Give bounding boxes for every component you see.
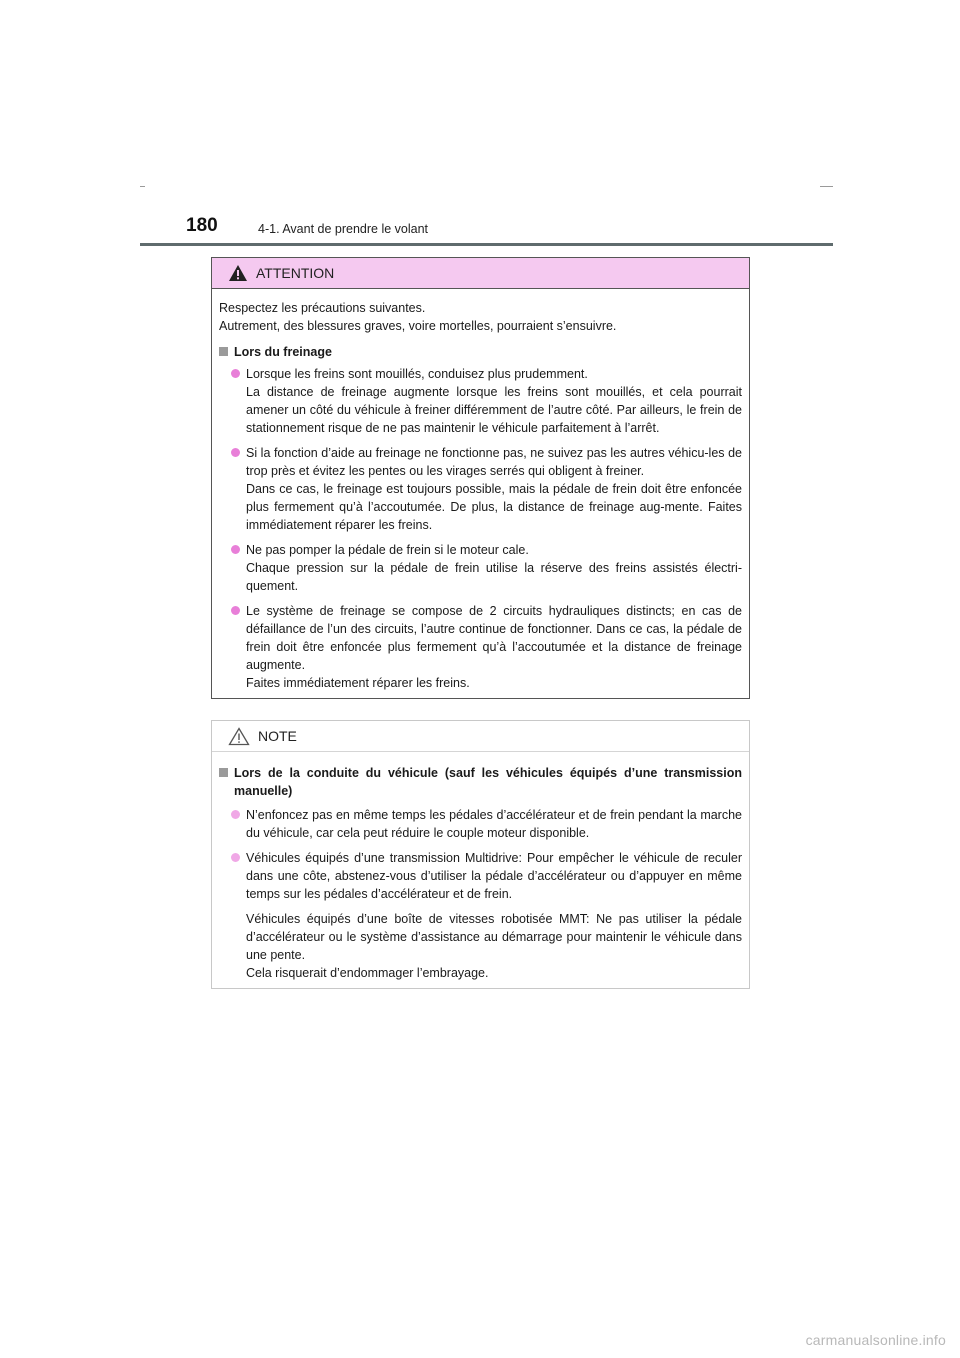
note-body [212,752,749,994]
bullet-line: N’enfoncez pas en même temps les pédales d’accélérateur et de frein pendant la marche du véhicule, car cela peut réduire le couple moteur disponible. [246,808,742,840]
attention-heading-text: Lors du freinage [234,345,332,359]
bullet-line: Si la fonction d’aide au freinage ne fonctionne pas, ne suivez pas les autres véhicu-les de trop près et évitez les pentes ou les virages serrés qui obligent à freiner. [246,446,742,478]
circle-bullet-icon [231,853,240,862]
note-box [211,720,750,989]
attention-box [211,257,750,699]
circle-bullet-icon [231,448,240,457]
intro-line: Autrement, des blessures graves, voire mortelles, pourraient s’ensuivre. [219,319,617,333]
list-item [231,365,742,437]
list-item [231,444,742,534]
bullet-line: Ne pas pomper la pédale de frein si le moteur cale. [246,543,529,557]
circle-bullet-icon [231,369,240,378]
attention-intro [219,299,742,335]
bullet-line: La distance de freinage augmente lorsque les freins sont mouillés, et cela pourrait amener un côté du véhicule à freiner différemment de l’autre côté. Par ailleurs, le frein de stationnement risque de ne pas maintenir le véhicule parfaitement à l’arrêt. [246,385,742,435]
warning-triangle-outline-icon [228,727,250,746]
note-title: NOTE [258,728,297,744]
bullet-line: Le système de freinage se compose de 2 circuits hydrauliques distincts; en cas de défaillance de l’un des circuits, l’autre continue de fonctionner. Dans ce cas, la pédale de frein doit être enfoncée plus fermement qu’à l’accoutumée et la distance de freinage augmente. [246,604,742,672]
list-item [231,602,742,692]
section-title: 4-1. Avant de prendre le volant [258,222,429,236]
bullet-line: Lorsque les freins sont mouillés, conduisez plus prudemment. [246,367,588,381]
watermark-logo: carmanualsonline.info [805,1332,946,1348]
note-extra-paragraph [246,910,742,982]
note-heading-text: Lors de la conduite du véhicule (sauf les véhicules équipés d’une transmission manuelle) [234,766,742,798]
bullet-line: Chaque pression sur la pédale de frein utilise la réserve des freins assistés électri-quement. [246,561,742,593]
warning-triangle-filled-icon [228,264,248,282]
circle-bullet-icon [231,810,240,819]
square-bullet-icon [219,768,228,777]
header-rule [140,243,833,246]
note-heading [219,764,742,800]
attention-body [212,289,749,711]
circle-bullet-icon [231,545,240,554]
list-item [231,806,742,842]
circle-bullet-icon [231,606,240,615]
list-item [231,849,742,903]
list-item [231,541,742,595]
attention-title: ATTENTION [256,265,335,281]
bullet-line: Véhicules équipés d’une transmission Multidrive: Pour empêcher le véhicule de reculer dans une côte, abstenez-vous d’utiliser la pédale d’accélérateur ou d’appuyer en même temps sur les pédales d’accélérateur et de frein. [246,851,742,901]
square-bullet-icon [219,347,228,356]
bullet-line: Faites immédiatement réparer les freins. [246,676,470,690]
intro-line: Respectez les précautions suivantes. [219,301,426,315]
crop-mark-right [820,186,833,187]
attention-header [212,258,749,289]
extra-line: Véhicules équipés d’une boîte de vitesses robotisée MMT: Ne pas utiliser la pédale d’accélérateur ou le système d’assistance au démarrage pour maintenir le véhicule dans une pente. [246,912,742,962]
crop-mark-left [140,186,145,187]
page-number: 180 [186,215,218,236]
bullet-line: Dans ce cas, le freinage est toujours possible, mais la pédale de frein doit être enfoncée plus fermement qu’à l’accoutumée. De plus, la distance de freinage aug-mente. Faites immédiatement réparer les freins. [246,482,742,532]
note-header [212,721,749,752]
extra-line: Cela risquerait d’endommager l’embrayage. [246,966,489,980]
attention-heading [219,343,742,361]
